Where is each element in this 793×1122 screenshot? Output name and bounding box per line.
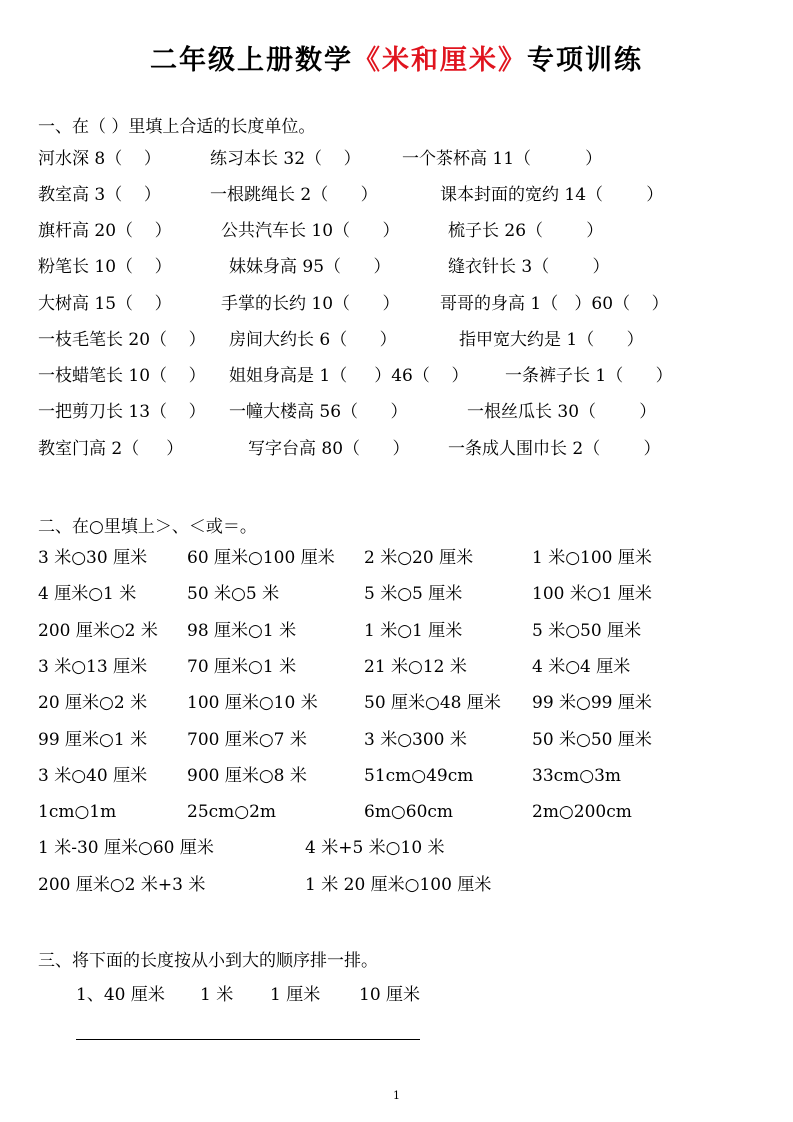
title-highlight: 《米和厘米》	[353, 45, 527, 76]
compare-question[interactable]: 60 厘米○100 厘米	[187, 548, 335, 568]
section2-row	[0, 833, 793, 863]
fill-unit-question[interactable]: 课本封面的宽约 14（ ）	[440, 185, 664, 205]
fill-unit-question[interactable]: 梳子长 26（ ）	[448, 221, 604, 241]
fill-unit-question[interactable]: 指甲宽大约是 1（ ）	[459, 330, 644, 350]
compare-question[interactable]: 100 米○1 厘米	[532, 584, 652, 604]
fill-unit-question[interactable]: 公共汽车长 10（ ）	[221, 221, 400, 241]
title-prefix: 二年级上册数学	[150, 45, 353, 76]
compare-question[interactable]: 6m○60cm	[364, 802, 454, 822]
section2-row	[0, 579, 793, 609]
ordering-item: 1 米	[200, 985, 234, 1005]
compare-question[interactable]: 2 米○20 厘米	[364, 548, 474, 568]
compare-question[interactable]: 100 厘米○10 米	[187, 693, 318, 713]
fill-unit-question[interactable]: 一条裤子长 1（ ）	[505, 366, 673, 386]
compare-question[interactable]: 99 米○99 厘米	[532, 693, 652, 713]
compare-question[interactable]: 2m○200cm	[532, 802, 632, 822]
compare-question[interactable]: 99 厘米○1 米	[38, 730, 148, 750]
fill-unit-question[interactable]: 哥哥的身高 1（ ）60（ ）	[440, 294, 669, 314]
fill-unit-question[interactable]: 粉笔长 10（ ）	[38, 257, 172, 277]
compare-question[interactable]: 5 米○5 厘米	[364, 584, 463, 604]
fill-unit-question[interactable]: 房间大约长 6（ ）	[229, 330, 397, 350]
fill-unit-question[interactable]: 旗杆高 20（ ）	[38, 221, 172, 241]
compare-question[interactable]: 1 米-30 厘米○60 厘米	[38, 838, 214, 858]
fill-unit-question[interactable]: 一枝蜡笔长 10（ ）	[38, 366, 206, 386]
section2-row	[0, 652, 793, 682]
section1-row	[0, 289, 793, 319]
compare-question[interactable]: 3 米○40 厘米	[38, 766, 148, 786]
section2-row	[0, 870, 793, 900]
compare-question[interactable]: 4 厘米○1 米	[38, 584, 137, 604]
fill-unit-question[interactable]: 一根跳绳长 2（ ）	[210, 185, 378, 205]
compare-question[interactable]: 25cm○2m	[187, 802, 277, 822]
compare-question[interactable]: 200 厘米○2 米+3 米	[38, 875, 206, 895]
fill-unit-question[interactable]: 一幢大楼高 56（ ）	[229, 402, 408, 422]
fill-unit-question[interactable]: 一枝毛笔长 20（ ）	[38, 330, 206, 350]
compare-question[interactable]: 1 米○100 厘米	[532, 548, 652, 568]
fill-unit-question[interactable]: 大树高 15（ ）	[38, 294, 172, 314]
page-number: 1	[393, 1089, 400, 1102]
compare-question[interactable]: 21 米○12 米	[364, 657, 467, 677]
compare-question[interactable]: 50 厘米○48 厘米	[364, 693, 501, 713]
compare-question[interactable]: 4 米○4 厘米	[532, 657, 631, 677]
compare-question[interactable]: 50 米○5 米	[187, 584, 280, 604]
section1-row	[0, 325, 793, 355]
section1-heading: 一、在（ ）里填上合适的长度单位。	[38, 117, 316, 137]
fill-unit-question[interactable]: 缝衣针长 3（ ）	[448, 257, 610, 277]
section1-row	[0, 397, 793, 427]
compare-question[interactable]: 200 厘米○2 米	[38, 621, 158, 641]
compare-question[interactable]: 33cm○3m	[532, 766, 622, 786]
ordering-item: 1、40 厘米	[76, 985, 165, 1005]
section2-row	[0, 797, 793, 827]
compare-question[interactable]: 3 米○30 厘米	[38, 548, 148, 568]
section1-row	[0, 361, 793, 391]
fill-unit-question[interactable]: 练习本长 32（ ）	[210, 149, 361, 169]
compare-question[interactable]: 700 厘米○7 米	[187, 730, 307, 750]
ordering-item: 1 厘米	[270, 985, 321, 1005]
section2-row	[0, 543, 793, 573]
fill-unit-question[interactable]: 姐姐身高是 1（ ）46（ ）	[229, 366, 469, 386]
fill-unit-question[interactable]: 手掌的长约 10（ ）	[221, 294, 400, 314]
section1-row	[0, 144, 793, 174]
fill-unit-question[interactable]: 一个茶杯高 11（ ）	[402, 149, 603, 169]
section2-row	[0, 761, 793, 791]
fill-unit-question[interactable]: 一根丝瓜长 30（ ）	[467, 402, 657, 422]
compare-question[interactable]: 4 米+5 米○10 米	[305, 838, 445, 858]
compare-question[interactable]: 5 米○50 厘米	[532, 621, 642, 641]
section1-row	[0, 434, 793, 464]
compare-question[interactable]: 3 米○13 厘米	[38, 657, 148, 677]
compare-question[interactable]: 50 米○50 厘米	[532, 730, 652, 750]
compare-question[interactable]: 1cm○1m	[38, 802, 117, 822]
compare-question[interactable]: 900 厘米○8 米	[187, 766, 307, 786]
compare-question[interactable]: 20 厘米○2 米	[38, 693, 148, 713]
page-title	[0, 38, 793, 77]
compare-question[interactable]: 98 厘米○1 米	[187, 621, 297, 641]
title-suffix: 专项训练	[527, 45, 643, 76]
compare-question[interactable]: 3 米○300 米	[364, 730, 467, 750]
compare-question[interactable]: 51cm○49cm	[364, 766, 474, 786]
fill-unit-question[interactable]: 一把剪刀长 13（ ）	[38, 402, 206, 422]
section2-row	[0, 725, 793, 755]
section1-row	[0, 216, 793, 246]
section1-row	[0, 180, 793, 210]
fill-unit-question[interactable]: 教室门高 2（ ）	[38, 439, 184, 459]
compare-question[interactable]: 1 米○1 厘米	[364, 621, 463, 641]
section1-row	[0, 252, 793, 282]
section3-heading: 三、将下面的长度按从小到大的顺序排一排。	[38, 951, 378, 971]
fill-unit-question[interactable]: 一条成人围巾长 2（ ）	[448, 439, 661, 459]
ordering-items	[76, 980, 421, 1100]
fill-unit-question[interactable]: 妹妹身高 95（ ）	[229, 257, 391, 277]
answer-line[interactable]	[76, 1039, 420, 1040]
section2-row	[0, 616, 793, 646]
compare-question[interactable]: 1 米 20 厘米○100 厘米	[305, 875, 492, 895]
section2-row	[0, 688, 793, 718]
section2-heading: 二、在○里填上＞、＜或＝。	[38, 517, 257, 537]
fill-unit-question[interactable]: 教室高 3（ ）	[38, 185, 161, 205]
fill-unit-question[interactable]: 写字台高 80（ ）	[248, 439, 410, 459]
compare-question[interactable]: 70 厘米○1 米	[187, 657, 297, 677]
ordering-item: 10 厘米	[359, 985, 421, 1005]
fill-unit-question[interactable]: 河水深 8（ ）	[38, 149, 161, 169]
